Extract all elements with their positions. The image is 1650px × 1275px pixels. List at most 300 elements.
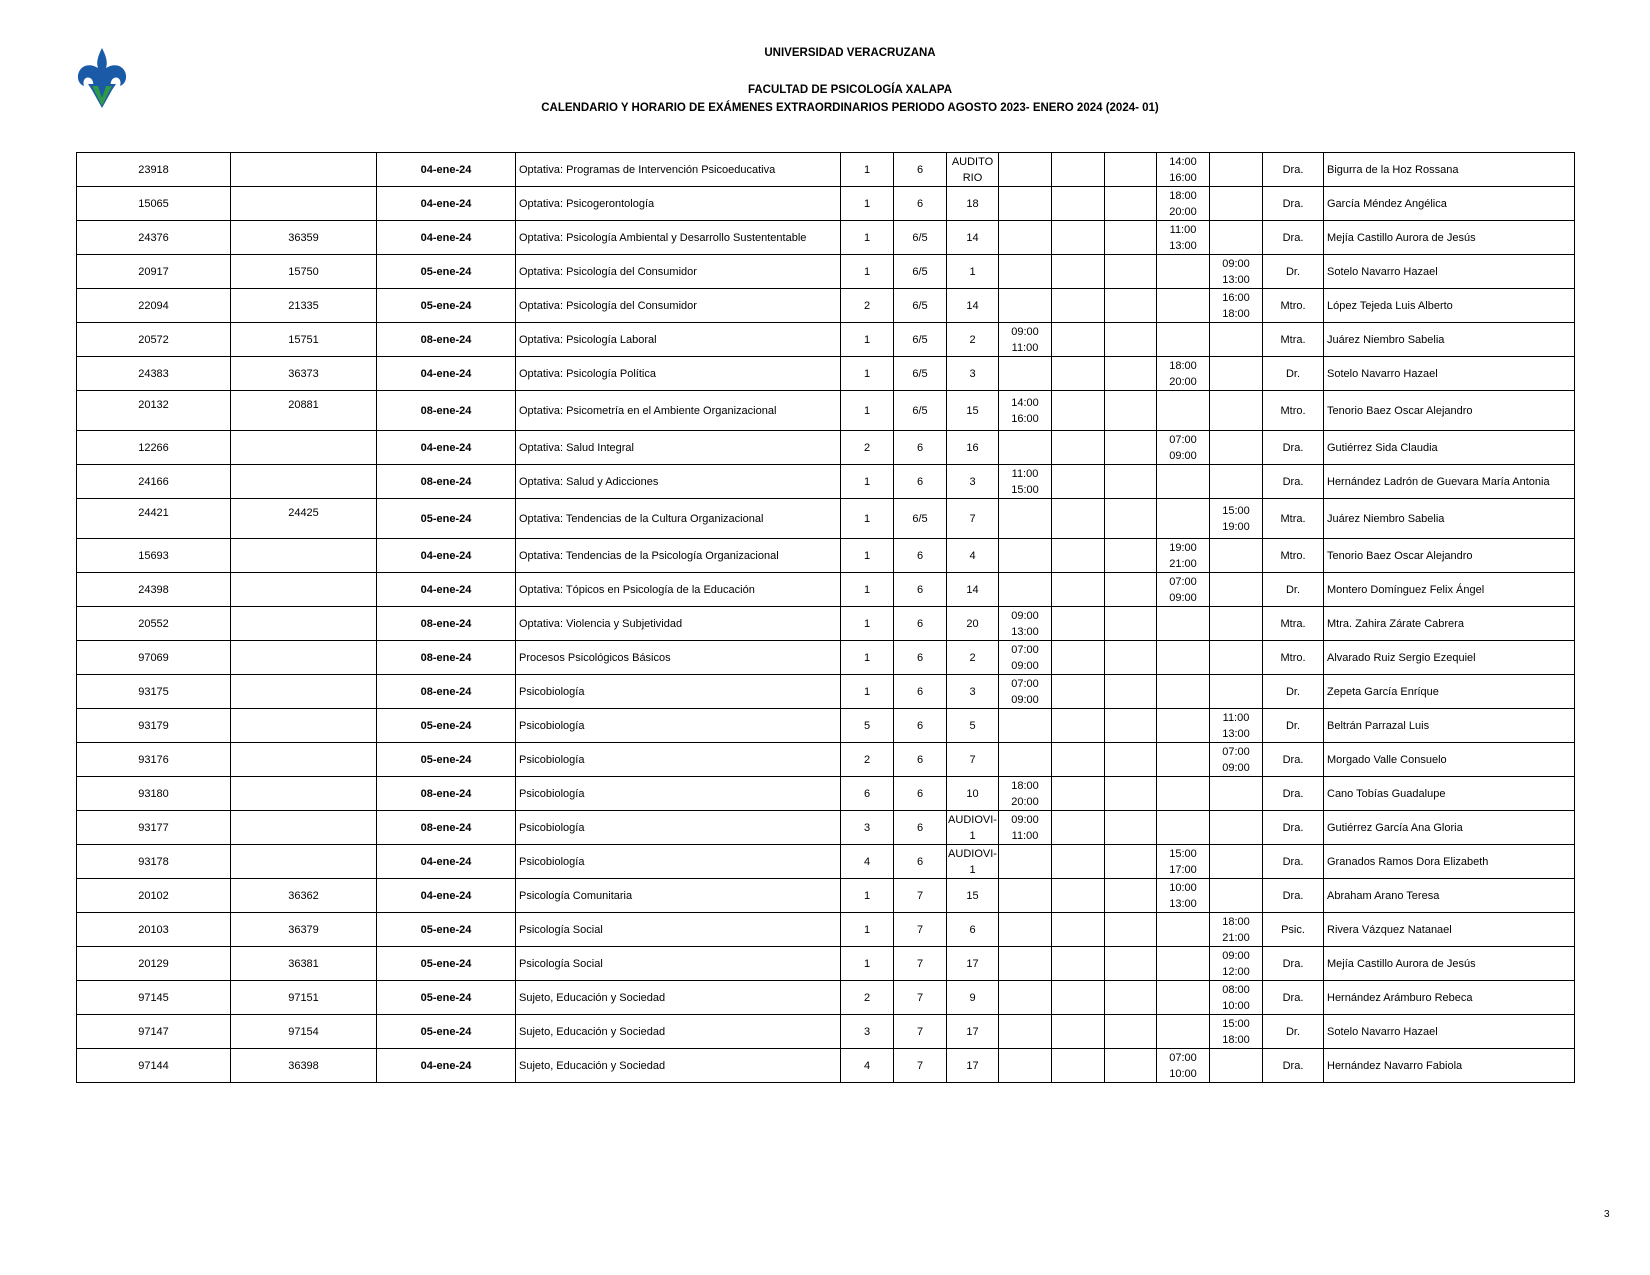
table-row [77,289,1575,323]
teacher-name-cell: Mejía Castillo Aurora de Jesús [1324,221,1575,255]
nrc-alt-cell [231,153,377,187]
teacher-title-cell: Mtro. [1263,289,1324,323]
time-slot-5-cell: 09:00 13:00 [1210,255,1263,289]
nrc-cell: 20552 [77,607,231,641]
semester-cell: 7 [894,981,947,1015]
teacher-title-cell: Dra. [1263,845,1324,879]
teacher-title-cell: Dra. [1263,465,1324,499]
time-slot-1-cell [999,1049,1052,1083]
subject-cell: Psicología Comunitaria [516,879,841,913]
teacher-name-cell: Tenorio Baez Oscar Alejandro [1324,391,1575,431]
room-cell: 3 [947,357,999,391]
table-row [77,431,1575,465]
teacher-title-cell: Dra. [1263,431,1324,465]
nrc-alt-cell [231,675,377,709]
table-row [77,1015,1575,1049]
room-cell: AUDIOVI- 1 [947,845,999,879]
nrc-cell: 20102 [77,879,231,913]
time-slot-5-cell [1210,357,1263,391]
exam-date-cell: 04-ene-24 [377,431,516,465]
time-slot-4-cell [1157,743,1210,777]
teacher-name-cell: Montero Domínguez Felix Ángel [1324,573,1575,607]
room-cell: 10 [947,777,999,811]
time-slot-3-cell [1105,913,1157,947]
teacher-name-cell: Hernández Ladrón de Guevara María Antonia [1324,465,1575,499]
subject-cell: Optativa: Salud y Adicciones [516,465,841,499]
nrc-cell: 15693 [77,539,231,573]
subject-cell: Sujeto, Educación y Sociedad [516,1049,841,1083]
faculty-name: FACULTAD DE PSICOLOGÍA XALAPA [747,84,953,96]
room-cell: 5 [947,709,999,743]
nrc-cell: 24383 [77,357,231,391]
time-slot-2-cell [1052,289,1105,323]
semester-cell: 7 [894,947,947,981]
block-cell: 1 [841,947,894,981]
exam-date-cell: 08-ene-24 [377,675,516,709]
block-cell: 6 [841,777,894,811]
exam-date-cell: 08-ene-24 [377,607,516,641]
nrc-alt-cell: 97151 [231,981,377,1015]
time-slot-4-cell [1157,289,1210,323]
time-slot-1-cell [999,947,1052,981]
time-slot-2-cell [1052,187,1105,221]
time-slot-2-cell [1052,357,1105,391]
block-cell: 2 [841,743,894,777]
table-row [77,187,1575,221]
time-slot-2-cell [1052,675,1105,709]
semester-cell: 6 [894,845,947,879]
time-slot-3-cell [1105,777,1157,811]
exam-date-cell: 05-ene-24 [377,913,516,947]
time-slot-4-cell [1157,323,1210,357]
time-slot-4-cell [1157,391,1210,431]
time-slot-1-cell [999,289,1052,323]
subject-cell: Sujeto, Educación y Sociedad [516,981,841,1015]
time-slot-3-cell [1105,323,1157,357]
time-slot-5-cell: 09:00 12:00 [1210,947,1263,981]
block-cell: 5 [841,709,894,743]
time-slot-4-cell [1157,607,1210,641]
time-slot-4-cell [1157,947,1210,981]
block-cell: 1 [841,255,894,289]
time-slot-1-cell: 09:00 13:00 [999,607,1052,641]
teacher-title-cell: Mtra. [1263,323,1324,357]
exam-date-cell: 05-ene-24 [377,709,516,743]
block-cell: 3 [841,811,894,845]
block-cell: 1 [841,641,894,675]
time-slot-4-cell [1157,709,1210,743]
teacher-name-cell: Hernández Navarro Fabiola [1324,1049,1575,1083]
time-slot-3-cell [1105,947,1157,981]
nrc-alt-cell [231,777,377,811]
table-row [77,1049,1575,1083]
table-row [77,323,1575,357]
table-row [77,573,1575,607]
nrc-alt-cell [231,811,377,845]
time-slot-5-cell [1210,811,1263,845]
table-row [77,391,1575,431]
semester-cell: 6/5 [894,499,947,539]
semester-cell: 6 [894,811,947,845]
nrc-cell: 24166 [77,465,231,499]
block-cell: 1 [841,153,894,187]
time-slot-2-cell [1052,981,1105,1015]
semester-cell: 6 [894,641,947,675]
time-slot-1-cell [999,539,1052,573]
table-row [77,981,1575,1015]
time-slot-1-cell: 09:00 11:00 [999,811,1052,845]
teacher-title-cell: Dra. [1263,1049,1324,1083]
time-slot-5-cell [1210,675,1263,709]
time-slot-1-cell [999,913,1052,947]
teacher-name-cell: Gutiérrez Sida Claudia [1324,431,1575,465]
room-cell: 3 [947,675,999,709]
nrc-alt-cell: 15750 [231,255,377,289]
semester-cell: 6/5 [894,391,947,431]
teacher-name-cell: Granados Ramos Dora Elizabeth [1324,845,1575,879]
nrc-alt-cell [231,539,377,573]
block-cell: 2 [841,981,894,1015]
teacher-title-cell: Psic. [1263,913,1324,947]
time-slot-3-cell [1105,187,1157,221]
nrc-cell: 20917 [77,255,231,289]
time-slot-4-cell [1157,255,1210,289]
room-cell: 15 [947,879,999,913]
nrc-cell: 24421 [77,499,231,539]
subject-cell: Psicobiología [516,845,841,879]
teacher-title-cell: Dr. [1263,573,1324,607]
nrc-cell: 93177 [77,811,231,845]
time-slot-4-cell [1157,675,1210,709]
time-slot-3-cell [1105,709,1157,743]
semester-cell: 7 [894,879,947,913]
table-row [77,539,1575,573]
nrc-cell: 20572 [77,323,231,357]
teacher-name-cell: Tenorio Baez Oscar Alejandro [1324,539,1575,573]
time-slot-3-cell [1105,607,1157,641]
time-slot-3-cell [1105,811,1157,845]
time-slot-5-cell: 11:00 13:00 [1210,709,1263,743]
subject-cell: Optativa: Psicología del Consumidor [516,255,841,289]
nrc-alt-cell [231,573,377,607]
block-cell: 1 [841,391,894,431]
nrc-alt-cell: 20881 [231,391,377,431]
university-name: UNIVERSIDAD VERACRUZANA [764,47,936,59]
time-slot-4-cell: 10:00 13:00 [1157,879,1210,913]
time-slot-4-cell: 11:00 13:00 [1157,221,1210,255]
time-slot-5-cell [1210,777,1263,811]
time-slot-5-cell: 07:00 09:00 [1210,743,1263,777]
teacher-name-cell: Abraham Arano Teresa [1324,879,1575,913]
table-row [77,153,1575,187]
time-slot-1-cell [999,357,1052,391]
semester-cell: 6 [894,465,947,499]
time-slot-3-cell [1105,391,1157,431]
subject-cell: Psicobiología [516,743,841,777]
time-slot-1-cell: 07:00 09:00 [999,641,1052,675]
time-slot-2-cell [1052,709,1105,743]
room-cell: 7 [947,499,999,539]
room-cell: AUDITO RIO [947,153,999,187]
block-cell: 1 [841,539,894,573]
subject-cell: Optativa: Salud Integral [516,431,841,465]
semester-cell: 7 [894,1049,947,1083]
exam-date-cell: 05-ene-24 [377,255,516,289]
table-row [77,845,1575,879]
room-cell: 18 [947,187,999,221]
room-cell: 4 [947,539,999,573]
subject-cell: Optativa: Tópicos en Psicología de la Educación [516,573,841,607]
exam-date-cell: 08-ene-24 [377,465,516,499]
nrc-alt-cell: 36379 [231,913,377,947]
time-slot-4-cell [1157,499,1210,539]
teacher-name-cell: Mejía Castillo Aurora de Jesús [1324,947,1575,981]
exam-date-cell: 05-ene-24 [377,1015,516,1049]
page-number: 3 [1604,1209,1610,1220]
room-cell: 16 [947,431,999,465]
room-cell: 14 [947,573,999,607]
time-slot-4-cell [1157,981,1210,1015]
teacher-title-cell: Dr. [1263,357,1324,391]
semester-cell: 6 [894,153,947,187]
teacher-name-cell: López Tejeda Luis Alberto [1324,289,1575,323]
nrc-alt-cell: 24425 [231,499,377,539]
semester-cell: 6 [894,777,947,811]
teacher-name-cell: Beltrán Parrazal Luis [1324,709,1575,743]
time-slot-5-cell [1210,431,1263,465]
time-slot-2-cell [1052,221,1105,255]
semester-cell: 7 [894,1015,947,1049]
nrc-cell: 20103 [77,913,231,947]
room-cell: 2 [947,323,999,357]
nrc-cell: 93176 [77,743,231,777]
time-slot-2-cell [1052,255,1105,289]
teacher-name-cell: Mtra. Zahira Zárate Cabrera [1324,607,1575,641]
nrc-alt-cell: 36381 [231,947,377,981]
semester-cell: 6 [894,607,947,641]
table-row [77,641,1575,675]
exam-date-cell: 04-ene-24 [377,879,516,913]
subject-cell: Optativa: Programas de Intervención Psicoeducativa [516,153,841,187]
nrc-cell: 93178 [77,845,231,879]
nrc-alt-cell [231,431,377,465]
teacher-title-cell: Dr. [1263,1015,1324,1049]
document-title: CALENDARIO Y HORARIO DE EXÁMENES EXTRAORDINARIOS PERIODO AGOSTO 2023- ENERO 2024 (2024- 01) [541,102,1159,114]
block-cell: 2 [841,289,894,323]
exam-date-cell: 05-ene-24 [377,947,516,981]
table-row [77,709,1575,743]
exam-date-cell: 04-ene-24 [377,845,516,879]
time-slot-1-cell [999,1015,1052,1049]
block-cell: 4 [841,1049,894,1083]
subject-cell: Sujeto, Educación y Sociedad [516,1015,841,1049]
teacher-title-cell: Mtra. [1263,499,1324,539]
subject-cell: Psicobiología [516,811,841,845]
nrc-cell: 15065 [77,187,231,221]
time-slot-2-cell [1052,153,1105,187]
nrc-cell: 97069 [77,641,231,675]
subject-cell: Optativa: Psicología Ambiental y Desarrollo Sustententable [516,221,841,255]
time-slot-2-cell [1052,499,1105,539]
subject-cell: Optativa: Psicología Laboral [516,323,841,357]
teacher-name-cell: Bigurra de la Hoz Rossana [1324,153,1575,187]
time-slot-5-cell [1210,1049,1263,1083]
room-cell: 7 [947,743,999,777]
time-slot-4-cell: 18:00 20:00 [1157,187,1210,221]
nrc-cell: 24376 [77,221,231,255]
time-slot-5-cell [1210,391,1263,431]
nrc-cell: 93180 [77,777,231,811]
time-slot-1-cell [999,709,1052,743]
semester-cell: 6 [894,431,947,465]
time-slot-3-cell [1105,431,1157,465]
block-cell: 1 [841,221,894,255]
teacher-name-cell: Morgado Valle Consuelo [1324,743,1575,777]
teacher-title-cell: Dra. [1263,777,1324,811]
subject-cell: Optativa: Tendencias de la Cultura Organizacional [516,499,841,539]
room-cell: 17 [947,1015,999,1049]
semester-cell: 6 [894,709,947,743]
nrc-alt-cell [231,743,377,777]
semester-cell: 6 [894,187,947,221]
time-slot-4-cell [1157,811,1210,845]
time-slot-3-cell [1105,641,1157,675]
teacher-title-cell: Dra. [1263,879,1324,913]
table-row [77,675,1575,709]
teacher-name-cell: García Méndez Angélica [1324,187,1575,221]
semester-cell: 6 [894,539,947,573]
teacher-name-cell: Gutiérrez García Ana Gloria [1324,811,1575,845]
teacher-title-cell: Dr. [1263,255,1324,289]
time-slot-5-cell [1210,153,1263,187]
time-slot-3-cell [1105,675,1157,709]
time-slot-3-cell [1105,153,1157,187]
time-slot-1-cell [999,221,1052,255]
time-slot-1-cell [999,573,1052,607]
table-row [77,465,1575,499]
time-slot-2-cell [1052,539,1105,573]
teacher-title-cell: Dra. [1263,811,1324,845]
nrc-cell: 12266 [77,431,231,465]
time-slot-2-cell [1052,947,1105,981]
exam-date-cell: 05-ene-24 [377,499,516,539]
time-slot-4-cell [1157,641,1210,675]
time-slot-4-cell: 15:00 17:00 [1157,845,1210,879]
teacher-title-cell: Dr. [1263,675,1324,709]
time-slot-2-cell [1052,1049,1105,1083]
teacher-title-cell: Dra. [1263,187,1324,221]
room-cell: 15 [947,391,999,431]
block-cell: 2 [841,431,894,465]
room-cell: 1 [947,255,999,289]
teacher-name-cell: Cano Tobías Guadalupe [1324,777,1575,811]
semester-cell: 6 [894,743,947,777]
time-slot-4-cell [1157,1015,1210,1049]
time-slot-3-cell [1105,499,1157,539]
nrc-cell: 20132 [77,391,231,431]
time-slot-5-cell: 08:00 10:00 [1210,981,1263,1015]
time-slot-1-cell [999,431,1052,465]
time-slot-4-cell [1157,465,1210,499]
block-cell: 1 [841,913,894,947]
time-slot-3-cell [1105,221,1157,255]
nrc-cell: 97147 [77,1015,231,1049]
subject-cell: Psicobiología [516,709,841,743]
table-row [77,743,1575,777]
teacher-name-cell: Juárez Niembro Sabelia [1324,499,1575,539]
nrc-cell: 23918 [77,153,231,187]
room-cell: 9 [947,981,999,1015]
time-slot-2-cell [1052,913,1105,947]
block-cell: 1 [841,357,894,391]
teacher-title-cell: Dra. [1263,221,1324,255]
time-slot-5-cell [1210,641,1263,675]
teacher-title-cell: Dra. [1263,743,1324,777]
time-slot-1-cell: 11:00 15:00 [999,465,1052,499]
time-slot-3-cell [1105,981,1157,1015]
block-cell: 1 [841,573,894,607]
exam-date-cell: 04-ene-24 [377,539,516,573]
time-slot-1-cell: 09:00 11:00 [999,323,1052,357]
exam-date-cell: 04-ene-24 [377,1049,516,1083]
time-slot-5-cell [1210,187,1263,221]
semester-cell: 6 [894,675,947,709]
teacher-title-cell: Dra. [1263,981,1324,1015]
time-slot-4-cell: 07:00 09:00 [1157,573,1210,607]
exam-schedule-table [76,152,1575,1083]
teacher-title-cell: Mtro. [1263,391,1324,431]
teacher-title-cell: Mtro. [1263,641,1324,675]
subject-cell: Optativa: Psicología Política [516,357,841,391]
table-row [77,777,1575,811]
subject-cell: Optativa: Psicometría en el Ambiente Organizacional [516,391,841,431]
nrc-alt-cell: 97154 [231,1015,377,1049]
room-cell: AUDIOVI- 1 [947,811,999,845]
block-cell: 3 [841,1015,894,1049]
semester-cell: 7 [894,913,947,947]
time-slot-1-cell [999,879,1052,913]
teacher-title-cell: Dra. [1263,153,1324,187]
time-slot-2-cell [1052,607,1105,641]
table-row [77,255,1575,289]
block-cell: 4 [841,845,894,879]
time-slot-5-cell [1210,879,1263,913]
teacher-name-cell: Rivera Vázquez Natanael [1324,913,1575,947]
block-cell: 1 [841,675,894,709]
time-slot-1-cell [999,187,1052,221]
time-slot-3-cell [1105,573,1157,607]
time-slot-4-cell: 18:00 20:00 [1157,357,1210,391]
time-slot-1-cell [999,255,1052,289]
table-row [77,221,1575,255]
nrc-alt-cell [231,845,377,879]
time-slot-2-cell [1052,573,1105,607]
time-slot-5-cell [1210,323,1263,357]
time-slot-2-cell [1052,641,1105,675]
semester-cell: 6/5 [894,289,947,323]
nrc-alt-cell [231,641,377,675]
time-slot-3-cell [1105,1049,1157,1083]
nrc-alt-cell: 21335 [231,289,377,323]
teacher-name-cell: Sotelo Navarro Hazael [1324,255,1575,289]
table-row [77,913,1575,947]
teacher-title-cell: Mtra. [1263,607,1324,641]
nrc-alt-cell [231,465,377,499]
room-cell: 6 [947,913,999,947]
time-slot-2-cell [1052,465,1105,499]
subject-cell: Psicología Social [516,913,841,947]
time-slot-2-cell [1052,431,1105,465]
